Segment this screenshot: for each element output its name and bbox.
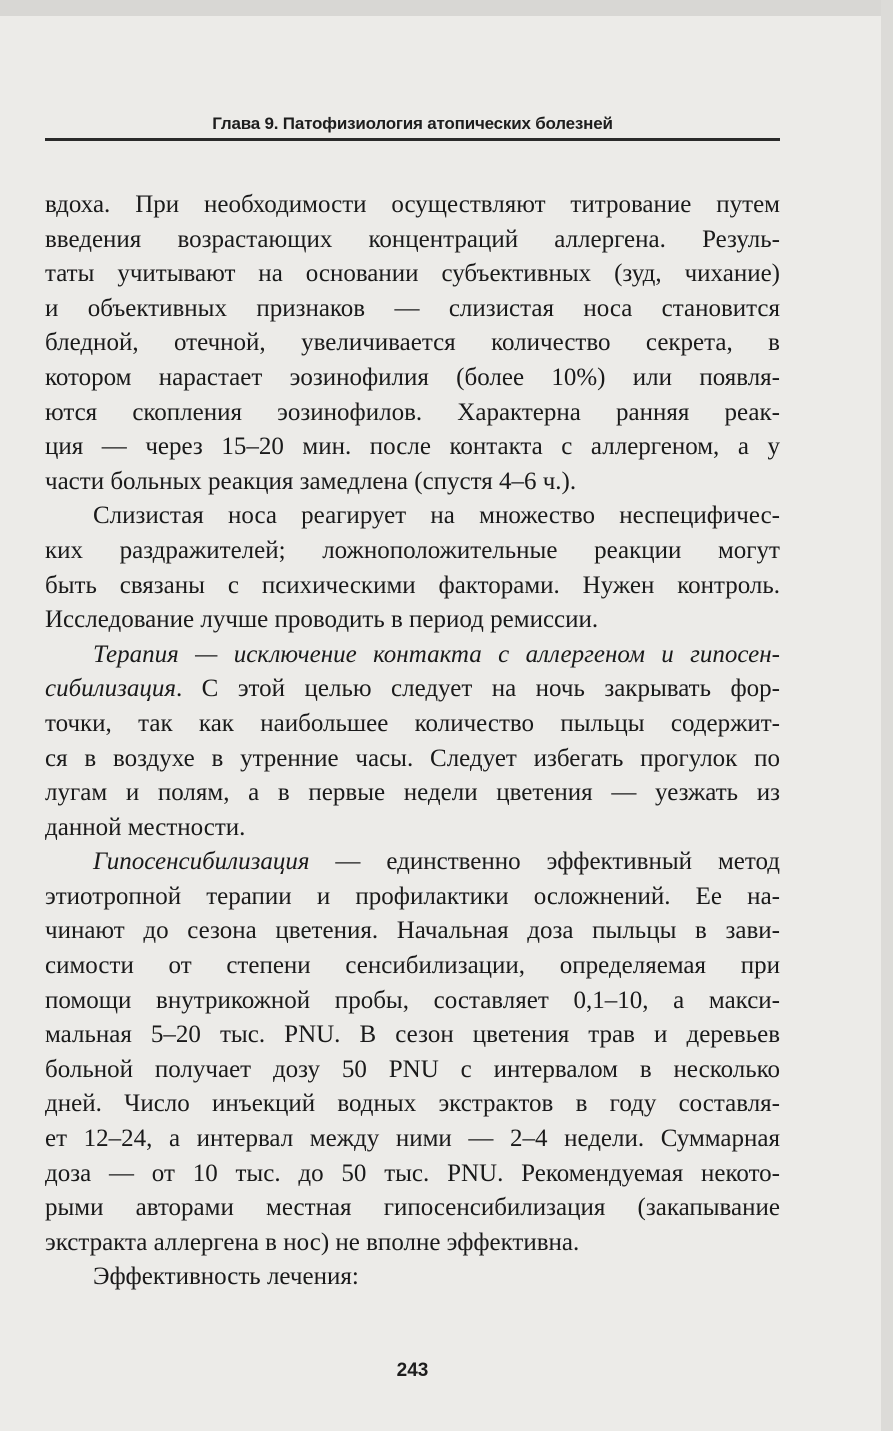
- text-run: . С этой целью следует на ночь закрывать фор-: [175, 675, 780, 703]
- italic-term: сибилизация: [45, 675, 176, 703]
- paragraph-1: [45, 188, 780, 499]
- text-line: Эффективность лечения:: [93, 1263, 359, 1291]
- text-line: [45, 672, 780, 707]
- text-line: ких раздражителей; ложноположительные реакции могут: [45, 536, 780, 564]
- body-text: [45, 188, 780, 1295]
- text-line: этиотропной терапии и профилактики осложнений. Ее на-: [45, 882, 780, 910]
- text-line: помощи внутрикожной пробы, составляет 0,1–10, а макси-: [45, 986, 780, 1014]
- text-line: котором нарастает эозинофилия (более 10%) или появля-: [45, 363, 780, 391]
- paragraph-4: [45, 845, 780, 1260]
- text-line: вдоха. При необходимости осуществляют титрование путем: [45, 191, 780, 218]
- text-line: [45, 845, 780, 880]
- text-line: лугам и полям, а в первые недели цветения — уезжать из: [45, 779, 780, 807]
- italic-term: Гипосенсибилизация: [93, 848, 310, 876]
- text-line: чинают до сезона цветения. Начальная доза пыльцы в зави-: [45, 917, 780, 945]
- text-line: экстракта аллергена в нос) не вполне эффективна.: [45, 1228, 580, 1256]
- text-run: — единственно эффективный метод: [309, 848, 780, 876]
- text-line: ся в воздухе в утренние часы. Следует избегать прогулок по: [45, 744, 780, 772]
- text-line: [45, 638, 780, 673]
- text-line: бледной, отечной, увеличивается количество секрета, в: [45, 329, 780, 357]
- italic-term: Терапия — исключение контакта с аллергеном и гипосен-: [93, 640, 780, 668]
- text-line: введения возрастающих концентраций аллергена. Резуль-: [45, 225, 780, 253]
- text-line: точки, так как наибольшее количество пыльцы содержит-: [45, 709, 780, 737]
- text-line: Слизистая носа реагирует на множество неспецифичес-: [93, 502, 780, 530]
- text-line: мальная 5–20 тыс. PNU. В сезон цветения трав и деревьев: [45, 1021, 780, 1049]
- text-line: рыми авторами местная гипосенсибилизация (закапывание: [45, 1194, 780, 1222]
- running-head: Глава 9. Патофизиология атопических болезней: [212, 114, 613, 133]
- text-line: ются скопления эозинофилов. Характерна ранняя реак-: [45, 398, 780, 426]
- text-line: ет 12–24, а интервал между ними — 2–4 недели. Суммарная: [45, 1125, 780, 1153]
- text-line: быть связаны с психическими факторами. Нужен контроль.: [45, 571, 780, 599]
- text-line: ция — через 15–20 мин. после контакта с аллергеном, а у: [45, 433, 780, 461]
- paragraph-5: [45, 1260, 780, 1295]
- paragraph-3: [45, 638, 780, 846]
- text-line: и объективных признаков — слизистая носа становится: [45, 294, 780, 322]
- text-line: Исследование лучше проводить в период ремиссии.: [45, 606, 599, 634]
- page-top-edge: [0, 0, 893, 16]
- text-line: доза — от 10 тыс. до 50 тыс. PNU. Рекомендуемая некото-: [45, 1159, 780, 1187]
- text-line: симости от степени сенсибилизации, определяемая при: [45, 952, 780, 980]
- text-line: таты учитывают на основании субъективных (зуд, чихание): [45, 260, 780, 288]
- text-line: больной получает дозу 50 PNU с интервалом в несколько: [45, 1055, 780, 1083]
- text-line: дней. Число инъекций водных экстрактов в году составля-: [45, 1090, 780, 1118]
- header-rule: [45, 138, 780, 141]
- paragraph-2: [45, 499, 780, 637]
- text-line: части больных реакция замедлена (спустя 4–6 ч.).: [45, 467, 577, 495]
- page-number: 243: [396, 1360, 429, 1381]
- page-right-edge: [881, 0, 893, 1431]
- text-line: данной местности.: [45, 813, 246, 841]
